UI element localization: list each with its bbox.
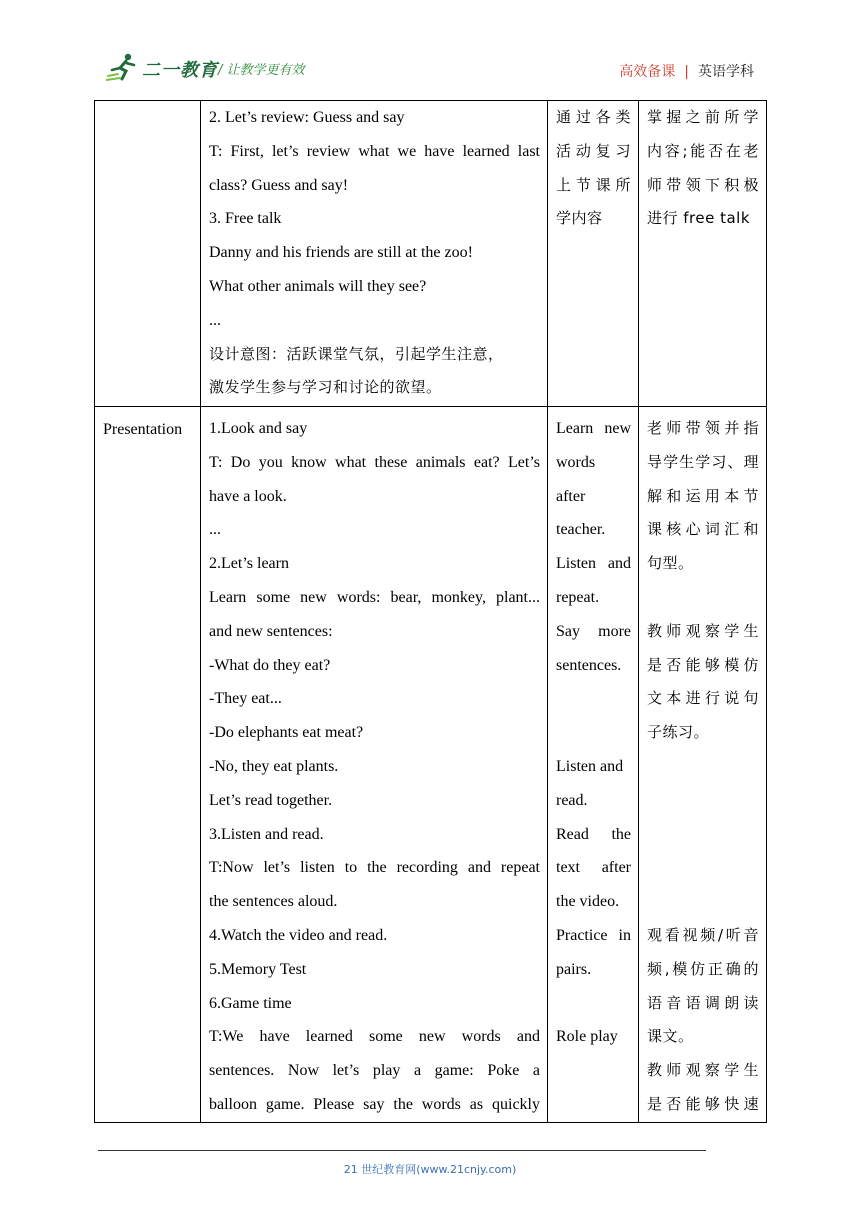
activity-line: teacher. — [556, 521, 606, 539]
activity-line: 通过各类 — [556, 108, 631, 126]
process-line: class? Guess and say! — [209, 176, 349, 194]
process-line: sentences. Now let’s play a game: Poke a — [209, 1062, 540, 1080]
assessment-line: 掌握之前所学 — [647, 108, 759, 126]
activity-line: Say more — [556, 622, 631, 640]
assessment-line: 是否能够快速 — [647, 1094, 759, 1113]
table-row — [95, 407, 767, 1123]
activity-line: Listen and — [556, 757, 624, 775]
header-labels — [619, 61, 754, 81]
process-cell — [201, 101, 548, 407]
activity-line: read. — [556, 791, 588, 809]
activity-line: the video. — [556, 893, 620, 911]
activity-line: words — [556, 453, 596, 471]
process-line: T: First, let’s review what we have learned last — [209, 142, 540, 160]
activity-line: Practice in — [556, 926, 631, 944]
activity-line: sentences. — [556, 656, 622, 674]
process-line: -No, they eat plants. — [209, 757, 339, 775]
assessment-line: 教师观察学生 — [647, 1061, 759, 1080]
process-line: What other animals will they see? — [209, 277, 427, 295]
process-line: have a look. — [209, 487, 287, 505]
assessment-line: 课核心词汇和 — [647, 520, 759, 539]
activity-line: pairs. — [556, 960, 592, 978]
assessment-line: 导学生学习、理 — [647, 452, 759, 471]
activity-line: text after — [556, 859, 631, 877]
process-line: 3.Listen and read. — [209, 825, 324, 843]
course-label: 高效备课 — [619, 64, 676, 80]
lesson-plan-table — [94, 100, 767, 1123]
process-line: ... — [209, 311, 221, 329]
assessment-line: 进行 free talk — [647, 209, 751, 228]
process-line: 3. Free talk — [209, 210, 282, 228]
brand-logo — [106, 52, 336, 86]
assessment-line: 是否能够模仿 — [647, 655, 759, 674]
assessment-line — [647, 784, 759, 818]
process-line: Danny and his friends are still at the zoo! — [209, 244, 473, 262]
activity-line: Learn new — [556, 420, 631, 437]
activity-line — [556, 682, 631, 716]
assessment-line: 教师观察学生 — [647, 621, 759, 640]
process-line: T: Do you know what these animals eat? Let’s — [209, 453, 540, 471]
page-header — [0, 0, 860, 90]
process-line: -They eat... — [209, 690, 282, 708]
stage-label — [95, 101, 200, 105]
assessment-line — [647, 750, 759, 784]
activity-cell — [548, 407, 639, 1123]
activity-line: Listen and — [556, 555, 631, 573]
process-line: and new sentences: — [209, 622, 333, 640]
assessment-line: 子练习。 — [647, 723, 710, 742]
stage-label: Presentation — [103, 421, 183, 438]
process-line: ... — [209, 521, 221, 539]
activity-line: 学内容 — [556, 209, 603, 228]
process-line: 1.Look and say — [209, 420, 308, 437]
process-line: -Do elephants eat meat? — [209, 724, 364, 742]
assessment-line — [647, 818, 759, 852]
runner-logo-icon — [106, 52, 142, 82]
process-line: Learn some new words: bear, monkey, plant... — [209, 588, 540, 606]
activity-line: repeat. — [556, 588, 600, 606]
process-line: balloon game. Please say the words as quickly — [209, 1095, 540, 1113]
assessment-line: 语音语调朗读 — [647, 993, 759, 1012]
assessment-line — [647, 581, 759, 615]
assessment-line: 课文。 — [647, 1027, 694, 1046]
assessment-line: 师带领下积极 — [647, 175, 759, 194]
activity-line: 活动复习 — [556, 141, 631, 160]
table-row — [95, 101, 767, 407]
activity-line — [556, 1088, 631, 1122]
process-cell — [201, 407, 548, 1123]
process-line: 2. Let’s review: Guess and say — [209, 109, 405, 126]
assessment-cell — [639, 407, 767, 1123]
process-line: Let’s read together. — [209, 791, 333, 809]
stage-cell — [95, 407, 201, 1123]
activity-line — [556, 716, 631, 750]
assessment-line: 句型。 — [647, 554, 694, 573]
activity-line: 上节课所 — [556, 175, 631, 194]
footer-link[interactable]: 21 世纪教育网(www.21cnjy.com) — [343, 1163, 517, 1176]
logo-text: 二一教育 — [142, 60, 218, 81]
process-line: 设计意图：活跃课堂气氛，引起学生注意， — [209, 344, 504, 363]
activity-cell — [548, 101, 639, 407]
process-line: T:We have learned some new words and — [209, 1028, 540, 1046]
process-line: 2.Let’s learn — [209, 555, 289, 573]
assessment-line: 文本进行说句 — [647, 689, 759, 708]
assessment-line: 内容;能否在老 — [647, 141, 759, 160]
assessment-line: 解和运用本节 — [647, 486, 759, 505]
activity-line: Read the — [556, 825, 631, 843]
process-line: 5.Memory Test — [209, 960, 307, 978]
assessment-line: 频,模仿正确的 — [647, 959, 759, 978]
activity-line — [556, 987, 631, 1021]
process-line: 6.Game time — [209, 994, 292, 1012]
footer-rule — [98, 1150, 706, 1151]
activity-line — [556, 1054, 631, 1088]
stage-cell — [95, 101, 201, 407]
activity-line: Role play — [556, 1028, 618, 1046]
assessment-line — [647, 885, 759, 919]
process-line: the sentences aloud. — [209, 893, 338, 911]
process-line: 4.Watch the video and read. — [209, 926, 388, 944]
header-separator: | — [684, 64, 689, 80]
logo-slogan: / 让教学更有效 — [218, 63, 305, 78]
assessment-cell — [639, 101, 767, 407]
assessment-line: 观看视频/听音 — [647, 925, 759, 944]
activity-line: after — [556, 487, 586, 505]
process-line: T:Now let’s listen to the recording and repeat — [209, 859, 540, 877]
process-line: -What do they eat? — [209, 656, 331, 674]
assessment-line — [647, 851, 759, 885]
subject-label: 英语学科 — [698, 64, 754, 80]
process-line: 激发学生参与学习和讨论的欲望。 — [209, 378, 442, 397]
assessment-line: 老师带领并指 — [647, 419, 759, 437]
